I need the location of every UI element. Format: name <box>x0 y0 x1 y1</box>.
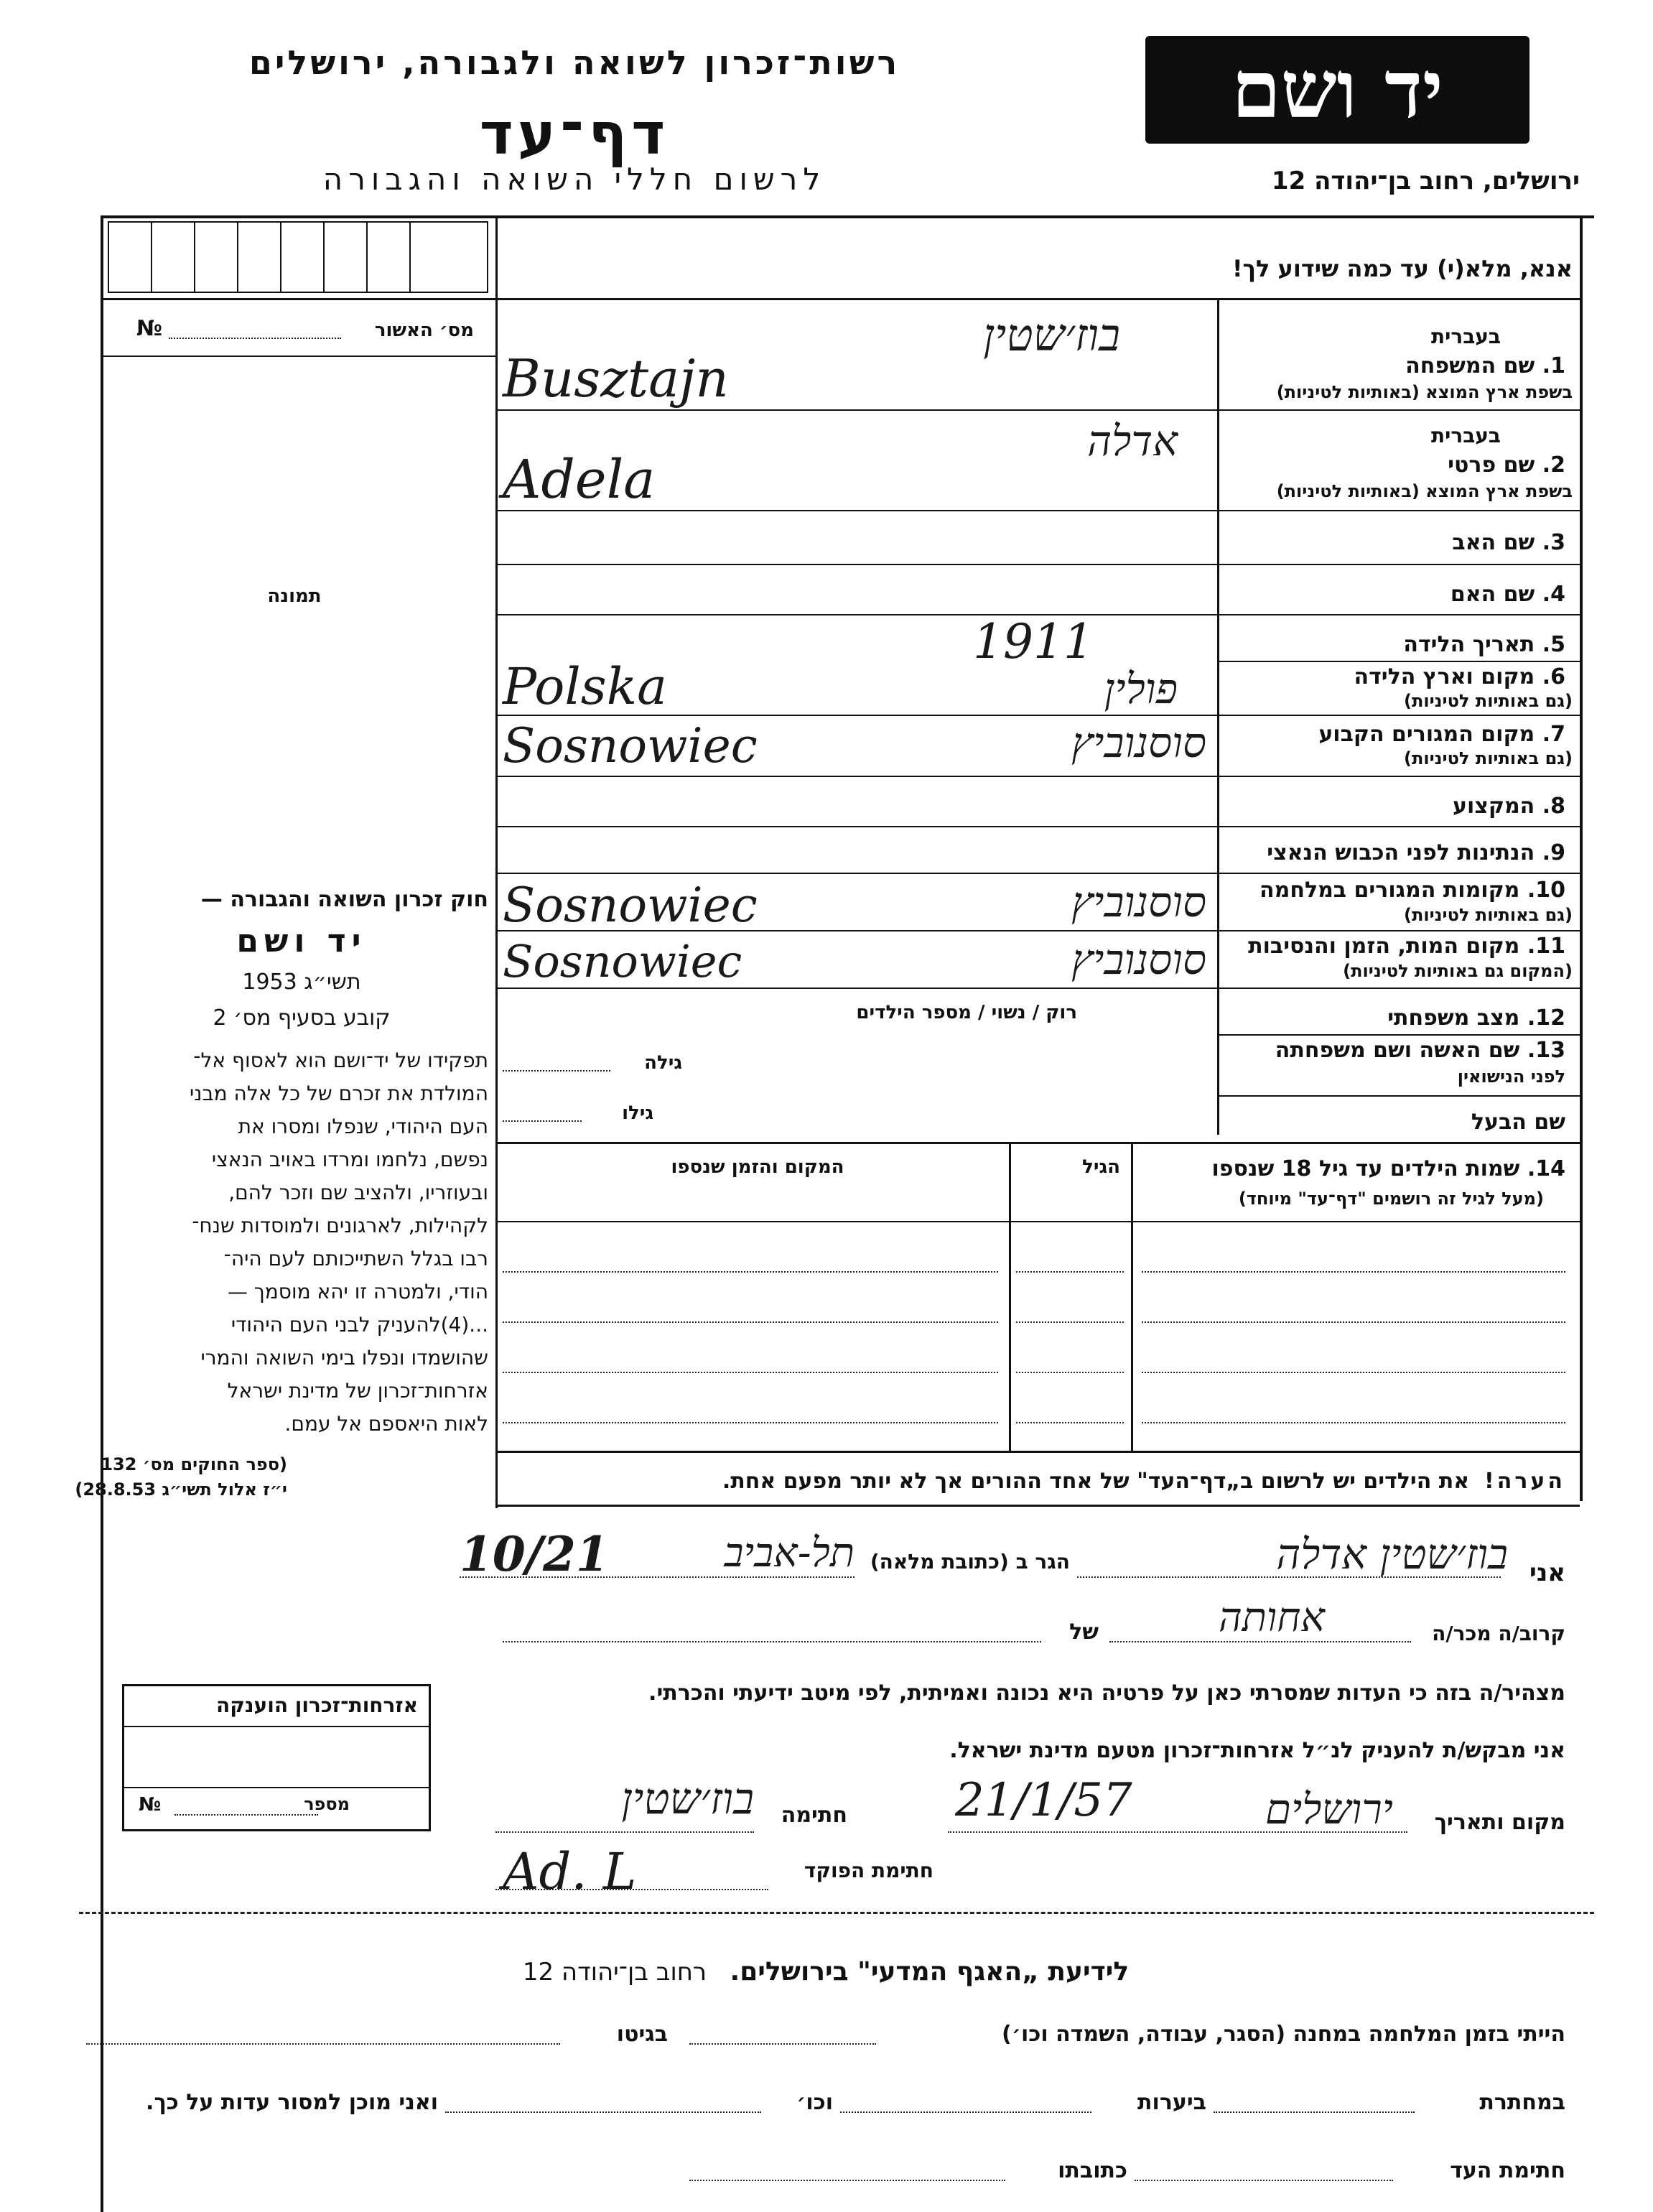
stamp-boxes <box>108 221 488 293</box>
law-ref-1: (ספר החוקים מס׳ 132 <box>101 1454 287 1474</box>
birth-date-value: 1911 <box>973 614 1094 669</box>
law-text-line: שהושמדו ונפלו בימי השואה והמרי <box>200 1346 488 1370</box>
address-value: תל-אביב <box>724 1530 855 1576</box>
photo-label: תמונה <box>267 585 322 607</box>
field-10-note: (גם באותיות לטיניות) <box>1404 905 1573 925</box>
field-13-label: 13. שם האשה ושם משפחתה <box>1275 1038 1565 1063</box>
declarant-name-value: בוז׳שטין אדלה <box>1276 1530 1508 1579</box>
bottom-line3-address: כתובתו <box>1058 2158 1127 2183</box>
law-year: תשי״ג 1953 <box>242 970 361 995</box>
birthplace-latin-value: Polska <box>503 657 667 716</box>
firstname-latin-value: Adela <box>503 449 656 511</box>
law-text-line: ובעוזריו, ולהציב שם וזכר להם, <box>228 1181 488 1204</box>
field-10-label: 10. מקומות המגורים במלחמה <box>1259 878 1565 903</box>
residence-hebrew-value: סוסנוביץ <box>1071 718 1206 767</box>
bottom-line3-witness-signature: חתימת העד <box>1450 2158 1565 2183</box>
bottom-divider <box>79 1912 1594 1914</box>
law-text-line: ...(4)להעניק לבני העם היהודי <box>231 1313 488 1337</box>
field-11-note: (המקום גם באותיות לטיניות) <box>1343 961 1573 981</box>
bottom-line2-etc: וכו׳ <box>796 2090 833 2115</box>
lives-at-label: הגר ב (כתובת מלאה) <box>870 1550 1070 1574</box>
law-text-line: העם היהודי, שנפלו ומסרו את <box>238 1115 488 1138</box>
law-ref-2: י״ז אלול תשי״ג 28.8.53) <box>75 1479 287 1500</box>
logo-text: יד ושם <box>1231 43 1443 136</box>
signature-label: חתימה <box>781 1803 847 1828</box>
field-12-label: 12. מצב משפחתי <box>1387 1005 1565 1031</box>
firstname-hebrew-value: אדלה <box>1087 417 1178 465</box>
field-6-note: (גם באותיות לטיניות) <box>1404 691 1573 711</box>
intro-text: אנא, מלא(י) עד כמה שידוע לך! <box>1231 255 1573 282</box>
bottom-line1-camp: הייתי בזמן המלחמה במחנה (הסגר, עבודה, השמדה וכו׳) <box>1002 2022 1565 2047</box>
date-value: 21/1/57 <box>955 1774 1132 1827</box>
field-8-label: 8. המקצוע <box>1452 794 1565 819</box>
husband-age-label: גילו <box>622 1102 653 1124</box>
children-note: (מעל לגיל זה רושמים "דף־עד" מיוחד) <box>1238 1189 1544 1209</box>
wife-age-label: גילה <box>644 1052 682 1074</box>
form-title: דף־עד <box>479 101 670 167</box>
of-label: של <box>1069 1620 1099 1645</box>
official-signature-value: Ad. L <box>503 1842 637 1901</box>
field-11-label: 11. מקום המות, הזמן והנסיבות <box>1248 934 1565 959</box>
form-subtitle: לרשום חללי השואה והגבורה <box>322 162 826 197</box>
place-date-label: מקום ותאריך <box>1434 1810 1565 1835</box>
field-3-label: 3. שם האב <box>1452 530 1565 555</box>
bottom-heading: לידיעת „האגף המדעי" בירושלים. רחוב בן־יהודה 12 <box>522 1957 1130 1986</box>
citizenship-no: № <box>139 1794 162 1816</box>
death-place-latin-value: Sosnowiec <box>503 935 742 988</box>
official-signature-label: חתימת הפוקד <box>804 1859 933 1882</box>
field-5-label: 5. תאריך הלידה <box>1403 632 1565 657</box>
bottom-line2-forests: ביערות <box>1137 2090 1206 2115</box>
birthplace-hebrew-value: פולין <box>1104 664 1178 713</box>
law-text-line: הודי, ולמטרה זו יהא מוסמך — <box>227 1280 488 1304</box>
relation-label: קרוב/ה מכר/ה <box>1432 1622 1565 1645</box>
law-text-line: המולדת את זכרם של כל אלה מבני <box>189 1082 488 1105</box>
husband-name-label: שם הבעל <box>1471 1110 1565 1135</box>
citizenship-number-label: מספר <box>304 1794 350 1814</box>
law-text-line: נפשם, נלחמו ומרדו באויב הנאצי <box>211 1148 488 1171</box>
marital-status-options: רוק / נשוי / מספר הילדים <box>856 1002 1077 1023</box>
approval-label: מס׳ האשור <box>374 320 474 341</box>
death-place-hebrew-value: סוסנוביץ <box>1071 935 1206 984</box>
approval-no: № <box>136 316 163 341</box>
surname-hebrew-value: בוז׳שטין <box>983 309 1120 361</box>
declaration-ani: אני <box>1529 1558 1565 1587</box>
law-text-line: לקהילות, לארגונים ולמוסדות שנח־ <box>192 1214 488 1237</box>
relation-value: אחותה <box>1218 1594 1325 1641</box>
field-13-note: לפני הנישואין <box>1457 1066 1565 1087</box>
law-text-line: תפקידו של יד־ושם הוא לאסוף אל־ <box>193 1049 488 1072</box>
remark: הערה! את הילדים יש לרשום ב„דף־העד" של אחד ההורים אך לא יותר מפעם אחת. <box>722 1469 1565 1494</box>
field-2-hebrew: בעברית <box>1430 424 1501 447</box>
authority-line: רשות־זכרון לשואה ולגבורה, ירושלים <box>248 43 900 82</box>
field-1-note: בשפת ארץ המוצא (באותיות לטיניות) <box>1276 382 1573 402</box>
field-1-hebrew: בעברית <box>1430 325 1501 348</box>
law-title: חוק זכרון השואה והגבורה — <box>200 887 488 912</box>
children-title: 14. שמות הילדים עד גיל 18 שנספו <box>1211 1156 1565 1181</box>
field-2-note: בשפת ארץ המוצא (באותיות לטיניות) <box>1276 481 1573 501</box>
place-value: ירושלים <box>1265 1785 1393 1834</box>
declaration-request: אני מבקש/ת להעניק לנ״ל אזרחות־זכרון מטעם מדינת ישראל. <box>949 1738 1565 1763</box>
citizenship-box-title: אזרחות־זכרון הוענקה <box>216 1693 418 1717</box>
law-text-line: אזרחות־זכרון של מדינת ישראל <box>227 1379 488 1403</box>
house-number-value: 10/21 <box>460 1526 609 1582</box>
field-7-label: 7. מקום המגורים הקבוע <box>1318 722 1565 747</box>
citizenship-box <box>122 1684 431 1831</box>
bottom-line2-underground: במחתרת <box>1479 2090 1565 2115</box>
children-place-header: המקום והזמן שנספו <box>671 1156 844 1178</box>
law-text-line: לאות היאספם אל עמם. <box>284 1412 488 1436</box>
children-age-header: הגיל <box>1082 1156 1120 1178</box>
bottom-line1-ghetto: בגיטו <box>616 2022 668 2047</box>
field-4-label: 4. שם האם <box>1450 582 1565 607</box>
field-1-label: 1. שם המשפחה <box>1405 353 1565 378</box>
wartime-residence-latin-value: Sosnowiec <box>503 878 758 933</box>
law-clause: קובע בסעיף מס׳ 2 <box>213 1005 391 1031</box>
field-2-label: 2. שם פרטי <box>1448 452 1565 478</box>
bottom-line2-ready: ואני מוכן למסור עדות על כך. <box>146 2090 438 2115</box>
signature-value: בוז׳שטין <box>621 1774 754 1824</box>
law-name: יד ושם <box>236 923 367 959</box>
header-address: ירושלים, רחוב בן־יהודה 12 <box>1271 167 1580 195</box>
field-6-label: 6. מקום וארץ הלידה <box>1354 664 1565 689</box>
field-7-note: (גם באותיות לטיניות) <box>1404 748 1573 768</box>
yad-vashem-logo <box>1145 36 1529 144</box>
wartime-residence-hebrew-value: סוסנוביץ <box>1071 878 1206 926</box>
residence-latin-value: Sosnowiec <box>503 718 758 773</box>
surname-latin-value: Busztajn <box>503 348 729 409</box>
field-9-label: 9. הנתינות לפני הכבוש הנאצי <box>1267 840 1565 865</box>
law-text-line: רבו בגלל השתייכותם לעם היה־ <box>223 1247 488 1270</box>
declaration-statement: מצהיר/ה בזה כי העדות שמסרתי כאן על פרטיה היא נכונה ואמיתית, לפי מיטב ידיעתי והכרתי. <box>648 1681 1565 1706</box>
